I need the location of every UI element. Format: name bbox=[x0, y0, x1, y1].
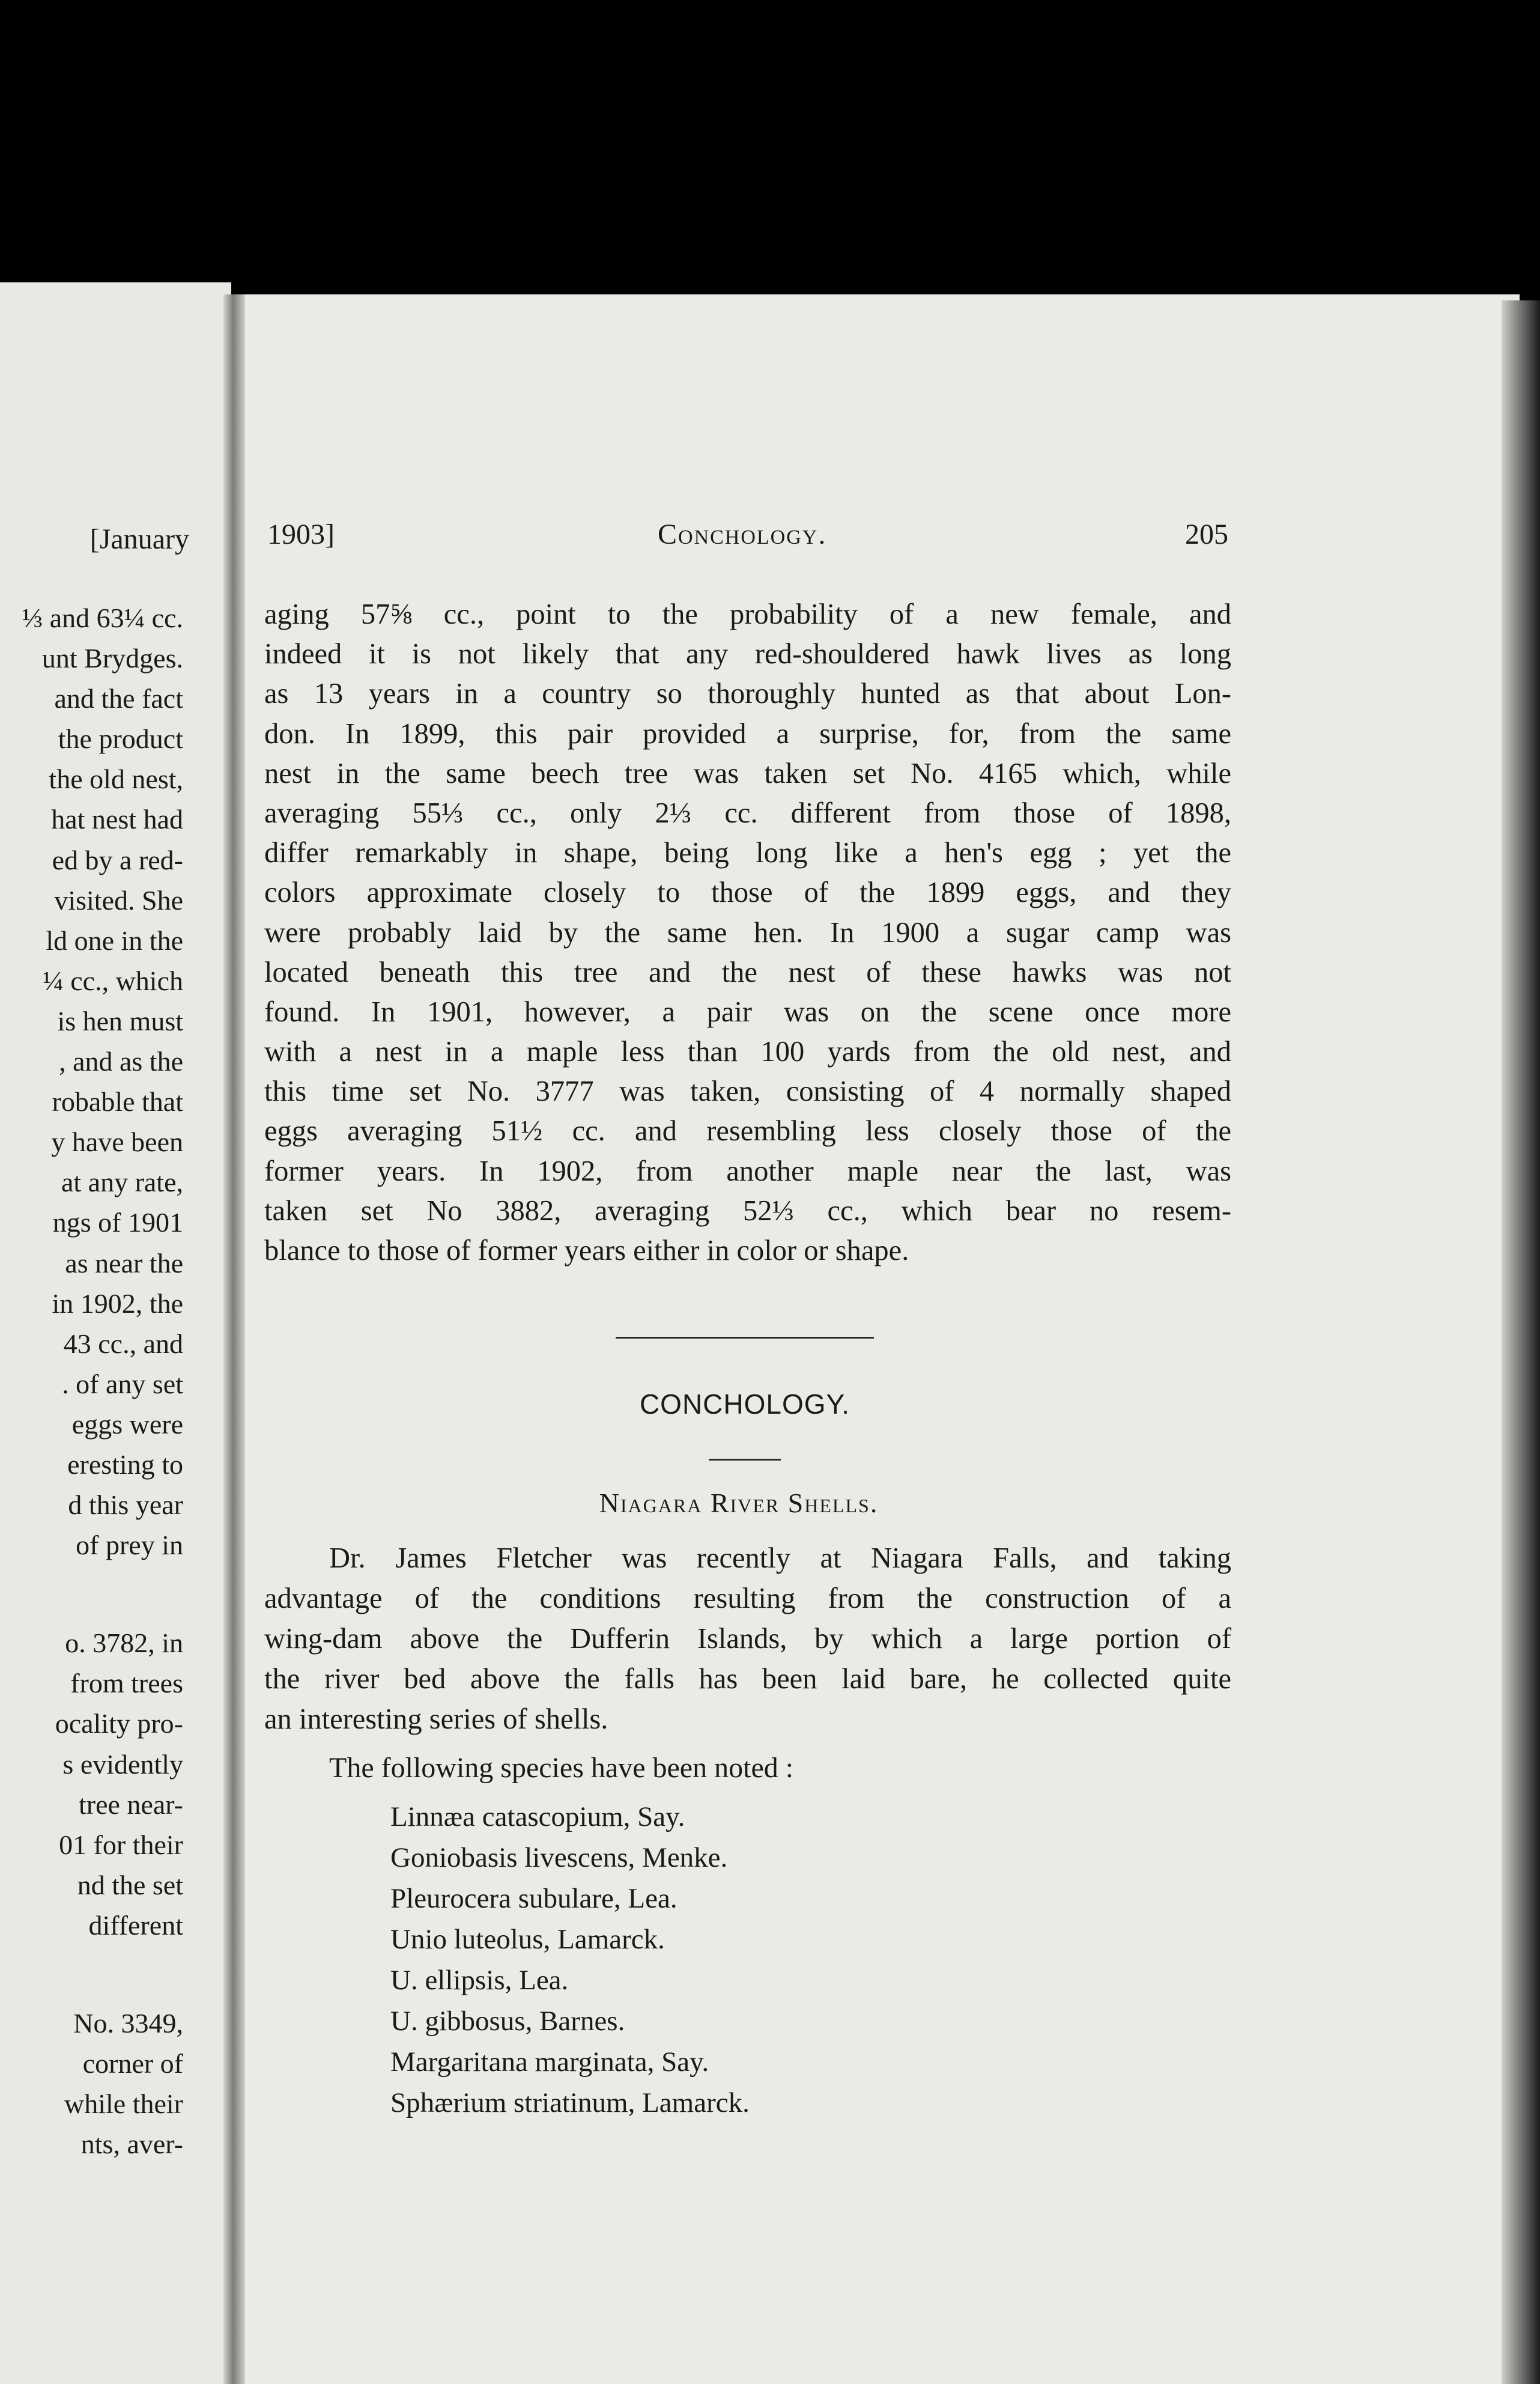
text-line: colors approximate closely to those of the 1899 eggs, and they bbox=[264, 877, 1231, 909]
left-text-line: nts, aver- bbox=[80, 2129, 183, 2160]
species-list bbox=[390, 1796, 750, 2123]
book-gutter bbox=[223, 294, 245, 2384]
page-number: 205 bbox=[1185, 518, 1228, 550]
species-item: Linnæa catascopium, Say. bbox=[390, 1801, 685, 1832]
left-text-line: . of any set bbox=[62, 1368, 183, 1399]
scan-background-top bbox=[0, 0, 1540, 282]
left-text-line: ¼ cc., which bbox=[43, 965, 183, 996]
species-item: Pleurocera subulare, Lea. bbox=[390, 1883, 678, 1914]
text-line: as 13 years in a country so thoroughly hunted as that about Lon- bbox=[264, 678, 1231, 710]
text-line: blance to those of former years either in color or shape. bbox=[264, 1235, 909, 1266]
left-text-line: 01 for their bbox=[59, 1829, 183, 1860]
left-text-line: ⅓ and 63¼ cc. bbox=[22, 603, 183, 633]
text-line: were probably laid by the same hen. In 1900 a sugar camp was bbox=[264, 916, 1231, 949]
left-text-line: different bbox=[88, 1909, 183, 1941]
left-text-line: in 1902, the bbox=[52, 1288, 183, 1319]
left-text-line: y have been bbox=[51, 1127, 183, 1158]
left-text-line: the old nest, bbox=[49, 764, 183, 795]
left-text-line: visited. She bbox=[54, 884, 183, 916]
left-text-line: No. 3349, bbox=[73, 2008, 183, 2039]
species-item: Sphærium striatinum, Lamarck. bbox=[390, 2087, 750, 2118]
article-subtitle: Niagara River Shells. bbox=[599, 1488, 879, 1518]
left-text-line: ocality pro- bbox=[55, 1708, 183, 1739]
left-page-text bbox=[0, 598, 183, 2164]
left-text-line: d this year bbox=[68, 1489, 183, 1521]
page-edge-shadow bbox=[1502, 300, 1540, 2384]
text-line: with a nest in a maple less than 100 yards from the old nest, and bbox=[264, 1036, 1231, 1068]
species-item: U. ellipsis, Lea. bbox=[390, 1965, 569, 1996]
left-text-line: while their bbox=[64, 2088, 183, 2120]
paragraph-gap bbox=[0, 1565, 183, 1623]
left-page-header: [January bbox=[89, 523, 189, 555]
left-text-line: robable that bbox=[52, 1086, 183, 1118]
left-text-line: the product bbox=[58, 723, 183, 755]
text-line: differ remarkably in shape, being long like a hen's egg ; yet the bbox=[264, 837, 1231, 869]
left-text-line: eresting to bbox=[67, 1449, 183, 1480]
text-line: eggs averaging 51½ cc. and resembling less closely those of the bbox=[264, 1115, 1231, 1148]
text-line: the river bed above the falls has been laid bare, he collected quite bbox=[264, 1663, 1231, 1695]
text-line: Dr. James Fletcher was recently at Niagara Falls, and taking bbox=[329, 1542, 1231, 1574]
text-line: don. In 1899, this pair provided a surprise, for, from the same bbox=[264, 717, 1231, 750]
text-line: this time set No. 3777 was taken, consisting of 4 normally shaped bbox=[264, 1075, 1231, 1108]
left-text-line: eggs were bbox=[71, 1408, 183, 1440]
article-paragraph bbox=[264, 1538, 1231, 1739]
left-text-line: tree near- bbox=[79, 1789, 183, 1820]
left-text-line: is hen must bbox=[57, 1005, 183, 1036]
left-text-line: hat nest had bbox=[51, 804, 183, 835]
paragraph-gap bbox=[0, 1945, 183, 2003]
left-text-line: and the fact bbox=[54, 683, 183, 714]
left-text-line: ed by a red- bbox=[52, 844, 183, 875]
left-text-line: nd the set bbox=[77, 1869, 183, 1900]
left-text-line: corner of bbox=[82, 2048, 183, 2079]
section-title: CONCHOLOGY. bbox=[639, 1388, 850, 1420]
text-line: aging 57⅝ cc., point to the probability of a new female, and bbox=[264, 598, 1231, 630]
species-item: Goniobasis livescens, Menke. bbox=[390, 1842, 728, 1873]
left-text-line: at any rate, bbox=[61, 1167, 183, 1198]
running-head-title: Conchology. bbox=[658, 518, 827, 550]
text-line: nest in the same beech tree was taken set No. 4165 which, while bbox=[264, 757, 1231, 789]
left-page-fragment bbox=[0, 282, 231, 2384]
text-line: former years. In 1902, from another maple near the last, was bbox=[264, 1155, 1231, 1187]
text-line: wing-dam above the Dufferin Islands, by which a large portion of bbox=[264, 1623, 1231, 1655]
species-item: Margaritana marginata, Say. bbox=[390, 2046, 709, 2078]
text-line: found. In 1901, however, a pair was on the scene once more bbox=[264, 996, 1231, 1028]
species-item: Unio luteolus, Lamarck. bbox=[390, 1924, 665, 1955]
text-line: averaging 55⅓ cc., only 2⅓ cc. different from those of 1898, bbox=[264, 797, 1231, 829]
text-line: advantage of the conditions resulting from the construction of a bbox=[264, 1583, 1231, 1614]
left-text-line: s evidently bbox=[62, 1748, 183, 1780]
text-line: an interesting series of shells. bbox=[264, 1703, 608, 1735]
left-text-line: unt Brydges. bbox=[41, 643, 183, 674]
species-intro: The following species have been noted : bbox=[329, 1752, 794, 1784]
running-head bbox=[267, 518, 1228, 554]
text-line: located beneath this tree and the nest of these hawks was not bbox=[264, 956, 1231, 988]
left-text-line: from trees bbox=[70, 1668, 183, 1699]
left-text-line: , and as the bbox=[59, 1046, 183, 1077]
left-text-line: o. 3782, in bbox=[65, 1628, 183, 1659]
running-head-year: 1903] bbox=[267, 518, 335, 550]
text-line: taken set No 3882, averaging 52⅓ cc., which bear no resem- bbox=[264, 1194, 1231, 1227]
left-text-line: ngs of 1901 bbox=[52, 1207, 183, 1238]
title-underline-rule bbox=[709, 1459, 781, 1461]
text-line: indeed it is not likely that any red-shouldered hawk lives as long bbox=[264, 638, 1231, 670]
left-text-line: ld one in the bbox=[46, 925, 183, 956]
left-text-line: 43 cc., and bbox=[63, 1328, 183, 1359]
species-item: U. gibbosus, Barnes. bbox=[390, 2005, 625, 2037]
left-text-line: as near the bbox=[65, 1247, 183, 1279]
section-divider-rule bbox=[616, 1337, 874, 1339]
continued-paragraph bbox=[264, 595, 1231, 1271]
left-text-line: of prey in bbox=[76, 1530, 183, 1561]
